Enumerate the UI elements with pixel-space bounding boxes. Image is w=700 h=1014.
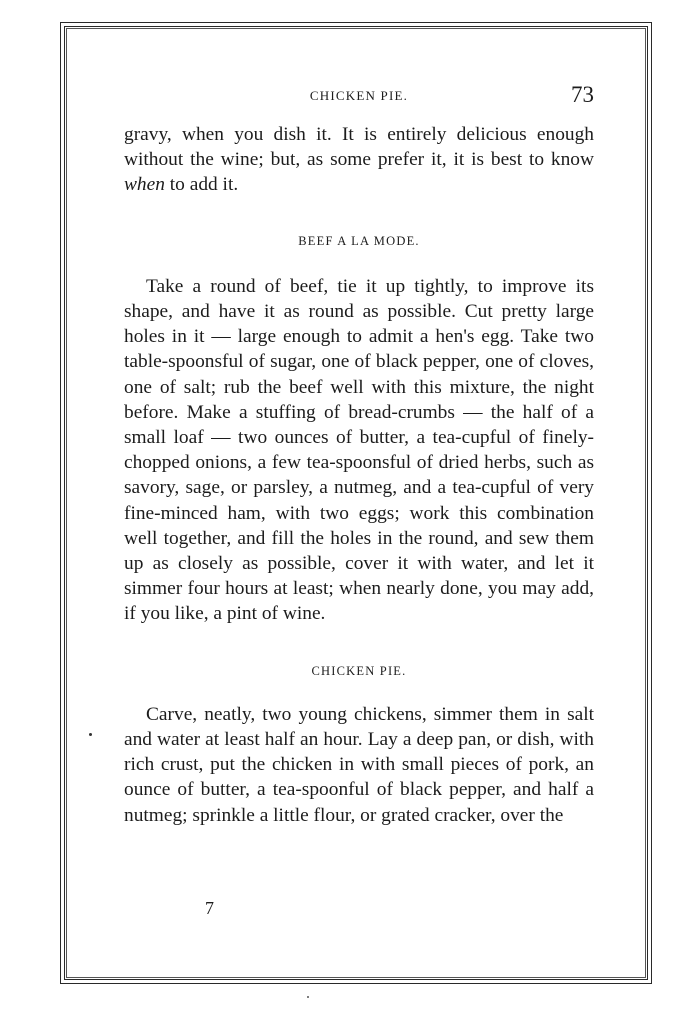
ink-speck (89, 733, 92, 736)
intro-paragraph (124, 122, 594, 198)
intro-text-before: gravy, when you dish it. It is entirely delicious enough without the wine; but, as some prefer it, it is best to know (124, 124, 594, 171)
page-body (124, 122, 594, 828)
ink-speck (307, 996, 309, 998)
paragraph-chicken-pie: Carve, neatly, two young chickens, simmer them in salt and water at least half an hour. Lay a deep pan, or dish, with rich crust, put the chicken in with small pieces of pork, an ounce of butter, a tea-spoonful of black pepper, and half a nutmeg; sprinkle a little flour, or grated cracker, over the (124, 703, 594, 826)
page-number: 73 (571, 82, 594, 107)
running-title: CHICKEN PIE. (309, 88, 409, 103)
paragraph-beef-a-la-mode: Take a round of beef, tie it up tightly, to improve its shape, and have it as round as possible. Cut pretty large holes in it — large enough to admit a hen's egg. Take two table-spoonsful of sugar, one of black pepper, one of cloves, one of salt; rub the beef well with this mixture, the night before. Make a stuffing of bread-crumbs — the half of a small loaf — two ounces of butter, a tea-cupful of finely-chopped onions, a few tea-spoonsful of dried herbs, such as savory, sage, or parsley, a nutmeg, and a tea-cupful of very fine-minced ham, with two eggs; work this combination well together, and fill the holes in the round, and sew them up as closely as possible, cover it with water, and let it simmer four hours at least; when nearly done, you may add, if you like, a pint of wine. (124, 275, 594, 625)
running-head (124, 82, 594, 112)
intro-emphasis: when (124, 174, 165, 196)
signature-mark: 7 (205, 898, 214, 918)
section-heading-chicken-pie: CHICKEN PIE. (311, 663, 407, 678)
intro-text-after: to add it. (164, 174, 239, 196)
section-heading-beef: BEEF A LA MODE. (298, 233, 420, 248)
